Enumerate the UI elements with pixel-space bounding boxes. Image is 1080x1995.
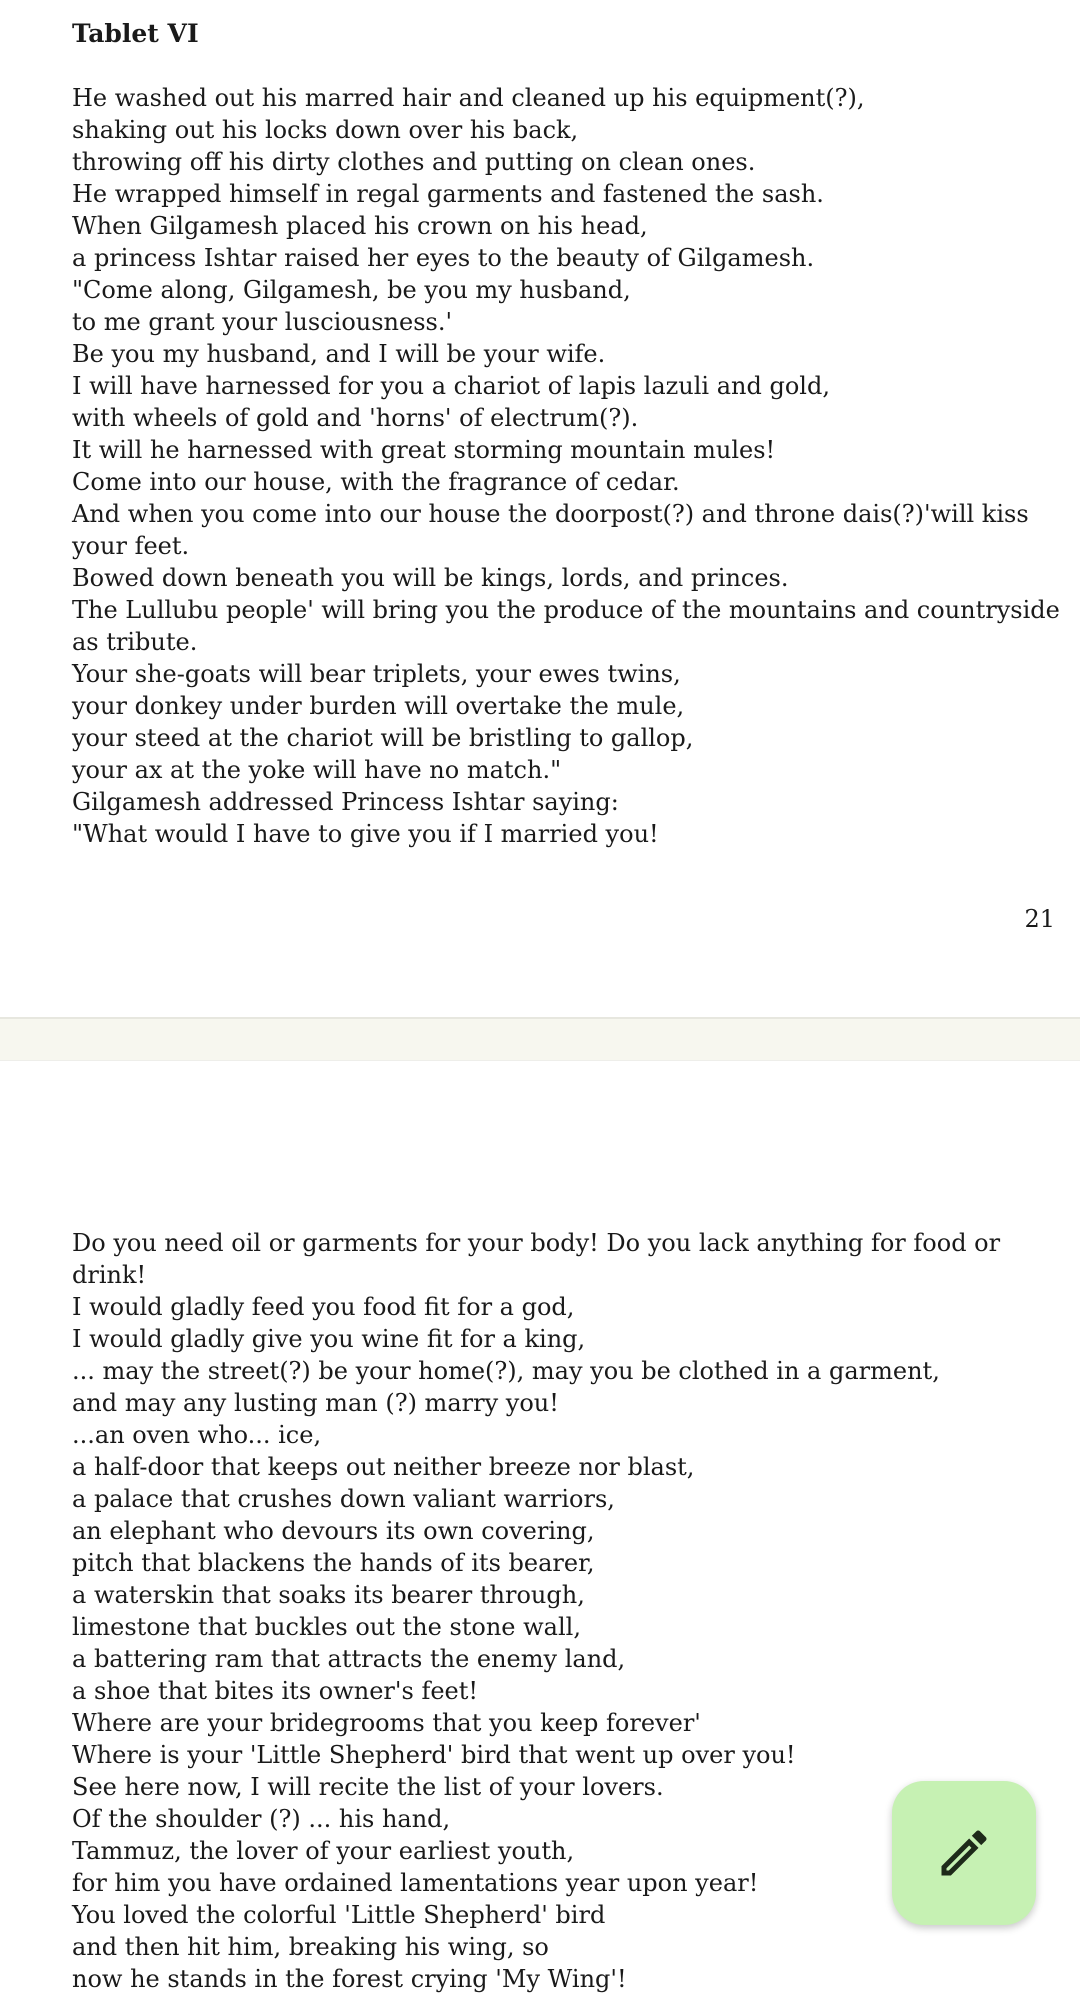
text-line: When Gilgamesh placed his crown on his head,: [72, 212, 648, 240]
text-line: I would gladly give you wine fit for a king,: [72, 1325, 586, 1353]
text-line: Where are your bridegrooms that you keep forever': [72, 1709, 701, 1737]
text-line: to me grant your lusciousness.': [72, 308, 453, 336]
text-line: Your she-goats will bear triplets, your ewes twins,: [72, 660, 681, 688]
text-line: ...an oven who... ice,: [72, 1421, 322, 1449]
text-line: You loved the colorful 'Little Shepherd' bird: [72, 1901, 606, 1929]
text-line: Where is your 'Little Shepherd' bird that went up over you!: [72, 1741, 796, 1769]
text-line: for him you have ordained lamentations year upon year!: [72, 1869, 759, 1897]
text-line: Gilgamesh addressed Princess Ishtar saying:: [72, 788, 619, 816]
edit-fab-button[interactable]: [892, 1781, 1036, 1925]
text-line: "Come along, Gilgamesh, be you my husband,: [72, 276, 631, 304]
text-line: an elephant who devours its own covering,: [72, 1517, 595, 1545]
text-line: a shoe that bites its owner's feet!: [72, 1677, 479, 1705]
text-line: pitch that blackens the hands of its bearer,: [72, 1549, 595, 1577]
pencil-icon: [934, 1823, 994, 1883]
text-line: "What would I have to give you if I married you!: [72, 820, 659, 848]
text-line: with wheels of gold and 'horns' of electrum(?).: [72, 404, 639, 432]
text-line: ... may the street(?) be your home(?), may you be clothed in a garment,: [72, 1357, 940, 1385]
text-line: Of the shoulder (?) ... his hand,: [72, 1805, 451, 1833]
text-line: Be you my husband, and I will be your wife.: [72, 340, 606, 368]
text-line: your ax at the yoke will have no match.": [72, 756, 562, 784]
text-line: a palace that crushes down valiant warriors,: [72, 1485, 615, 1513]
text-line: shaking out his locks down over his back,: [72, 116, 579, 144]
text-line: limestone that buckles out the stone wall,: [72, 1613, 581, 1641]
text-line: It will he harnessed with great storming mountain mules!: [72, 436, 776, 464]
page-number: 21: [1024, 905, 1055, 933]
text-line: Come into our house, with the fragrance of cedar.: [72, 468, 680, 496]
page-separator: [0, 1017, 1080, 1061]
text-line: Tammuz, the lover of your earliest youth,: [72, 1837, 575, 1865]
text-line: I will have harnessed for you a chariot of lapis lazuli and gold,: [72, 372, 830, 400]
text-line: a battering ram that attracts the enemy land,: [72, 1645, 626, 1673]
text-line: He wrapped himself in regal garments and fastened the sash.: [72, 180, 824, 208]
text-line: and then hit him, breaking his wing, so: [72, 1933, 549, 1961]
text-line: Bowed down beneath you will be kings, lords, and princes.: [72, 564, 789, 592]
text-line: and may any lusting man (?) marry you!: [72, 1389, 559, 1417]
text-line: your donkey under burden will overtake the mule,: [72, 692, 685, 720]
text-line: I would gladly feed you food fit for a god,: [72, 1293, 575, 1321]
text-line: The Lullubu people' will bring you the produce of the mountains and countryside as tribute.: [72, 596, 1060, 656]
text-line: a princess Ishtar raised her eyes to the beauty of Gilgamesh.: [72, 244, 815, 272]
text-line: a half-door that keeps out neither breeze nor blast,: [72, 1453, 695, 1481]
page-title: Tablet VI: [72, 19, 199, 48]
text-line: now he stands in the forest crying 'My Wing'!: [72, 1965, 627, 1993]
text-line: throwing off his dirty clothes and putting on clean ones.: [72, 148, 756, 176]
text-line: He washed out his marred hair and cleaned up his equipment(?),: [72, 84, 865, 112]
text-body-page-21: [72, 82, 1062, 850]
text-line: a waterskin that soaks its bearer through,: [72, 1581, 585, 1609]
text-line: your steed at the chariot will be bristling to gallop,: [72, 724, 694, 752]
text-line: And when you come into our house the doorpost(?) and throne dais(?)'will kiss your feet.: [72, 500, 1029, 560]
text-line: Do you need oil or garments for your body! Do you lack anything for food or drink!: [72, 1229, 1001, 1289]
text-line: See here now, I will recite the list of your lovers.: [72, 1773, 664, 1801]
